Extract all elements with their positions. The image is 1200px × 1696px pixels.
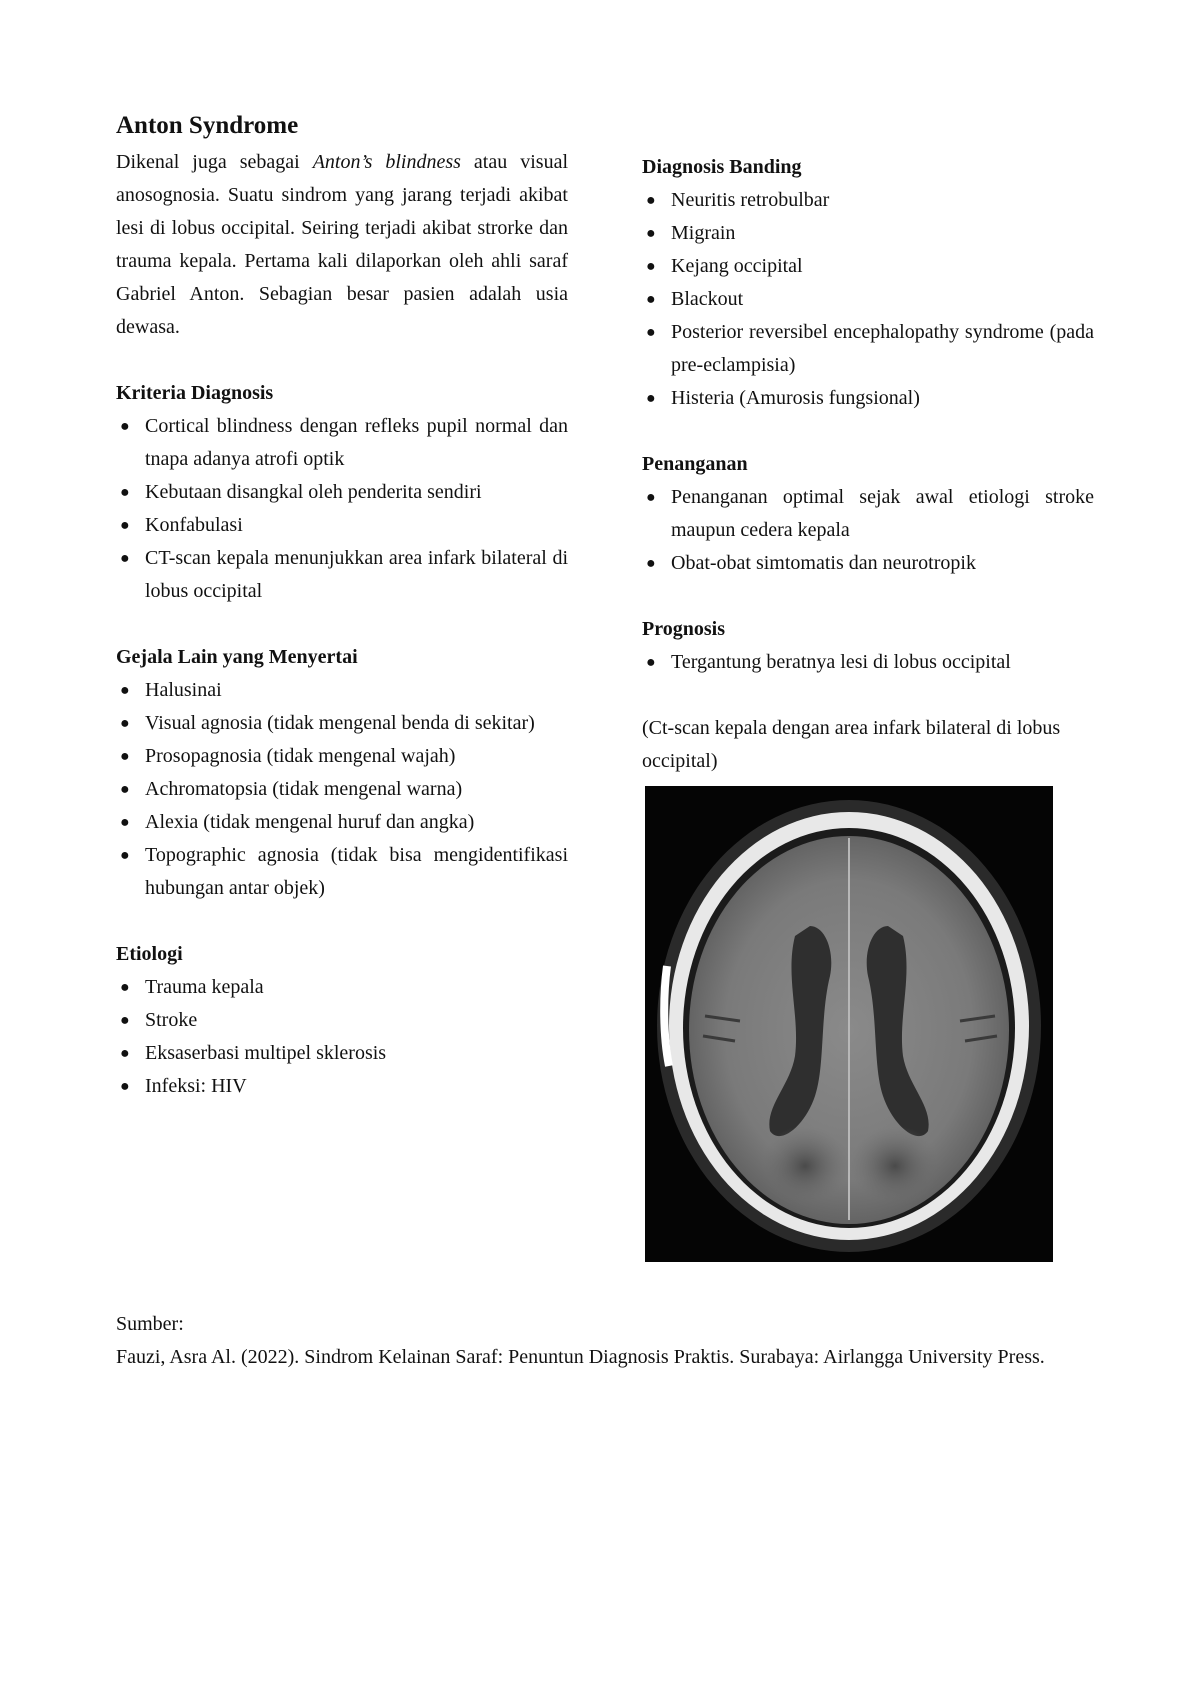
bullet-icon: ● <box>120 1012 130 1029</box>
list-item: ● Tergantung beratnya lesi di lobus occipital <box>642 646 1094 679</box>
list-item: ● Kebutaan disangkal oleh penderita sendiri <box>116 476 568 509</box>
intro-text-end: atau visual anosognosia. Suatu sindrom yang jarang terjadi akibat lesi di lobus occipital. Seiring terjadi akibat strorke dan trauma kepala. Pertama kali dilaporkan oleh ahli saraf Gabriel Anton. Sebagian besar pasien adalah usia dewasa. <box>116 151 569 338</box>
source-reference: Fauzi, Asra Al. (2022). Sindrom Kelainan Saraf: Penuntun Diagnosis Praktis. Surabaya: Airlangga University Press. <box>116 1346 1045 1368</box>
bullet-icon: ● <box>646 324 656 341</box>
ct-scan-illustration <box>645 786 1053 1262</box>
bullet-icon: ● <box>120 715 130 732</box>
list-item: ● Prosopagnosia (tidak mengenal wajah) <box>116 740 568 773</box>
prognosis-list <box>642 646 1094 679</box>
list-item: ● Visual agnosia (tidak mengenal benda di sekitar) <box>116 707 568 740</box>
bullet-icon: ● <box>120 979 130 996</box>
bullet-icon: ● <box>646 291 656 308</box>
list-item: ● Konfabulasi <box>116 509 568 542</box>
figure-caption: (Ct-scan kepala dengan area infark bilateral di lobus occipital) <box>642 717 1061 772</box>
penanganan-list <box>642 481 1094 580</box>
bullet-icon: ● <box>646 555 656 572</box>
prognosis-heading: Prognosis <box>642 618 725 640</box>
ct-scan-image <box>645 786 1053 1262</box>
list-item: ● Posterior reversibel encephalopathy syndrome (pada pre-eclampisia) <box>642 316 1094 382</box>
right-column <box>642 151 1094 1262</box>
bullet-icon: ● <box>646 225 656 242</box>
bullet-icon: ● <box>646 390 656 407</box>
list-item: ● Cortical blindness dengan refleks pupil normal dan tnapa adanya atrofi optik <box>116 410 568 476</box>
list-item: ● Penanganan optimal sejak awal etiologi stroke maupun cedera kepala <box>642 481 1094 547</box>
etiologi-list <box>116 971 568 1103</box>
list-item: ● Halusinai <box>116 674 568 707</box>
source-section <box>116 1308 1094 1374</box>
bullet-icon: ● <box>120 550 130 567</box>
list-item: ● Neuritis retrobulbar <box>642 184 1094 217</box>
bullet-icon: ● <box>120 517 130 534</box>
gejala-list <box>116 674 568 905</box>
list-item: ● Eksaserbasi multipel sklerosis <box>116 1037 568 1070</box>
banding-list <box>642 184 1094 415</box>
bullet-icon: ● <box>120 814 130 831</box>
bullet-icon: ● <box>120 418 130 435</box>
source-label: Sumber: <box>116 1313 184 1335</box>
bullet-icon: ● <box>646 192 656 209</box>
bullet-icon: ● <box>120 781 130 798</box>
list-item: ● Alexia (tidak mengenal huruf dan angka) <box>116 806 568 839</box>
list-item: ● Histeria (Amurosis fungsional) <box>642 382 1094 415</box>
list-item: ● Infeksi: HIV <box>116 1070 568 1103</box>
intro-text-start: Dikenal juga sebagai <box>116 151 313 173</box>
bullet-icon: ● <box>646 258 656 275</box>
list-item: ● Blackout <box>642 283 1094 316</box>
banding-heading: Diagnosis Banding <box>642 156 802 178</box>
list-item: ● CT-scan kepala menunjukkan area infark bilateral di lobus occipital <box>116 542 568 608</box>
bullet-icon: ● <box>120 1078 130 1095</box>
bullet-icon: ● <box>120 682 130 699</box>
intro-emphasis: Anton’s blindness <box>312 151 461 173</box>
bullet-icon: ● <box>120 847 130 864</box>
penanganan-heading: Penanganan <box>642 453 748 475</box>
etiologi-heading: Etiologi <box>116 943 183 965</box>
bullet-icon: ● <box>646 654 656 671</box>
intro-paragraph <box>116 146 568 344</box>
list-item: ● Achromatopsia (tidak mengenal warna) <box>116 773 568 806</box>
list-item: ● Stroke <box>116 1004 568 1037</box>
list-item: ● Obat-obat simtomatis dan neurotropik <box>642 547 1094 580</box>
kriteria-heading: Kriteria Diagnosis <box>116 382 274 404</box>
list-item: ● Trauma kepala <box>116 971 568 1004</box>
bullet-icon: ● <box>120 1045 130 1062</box>
list-item: ● Topographic agnosia (tidak bisa mengidentifikasi hubungan antar objek) <box>116 839 568 905</box>
bullet-icon: ● <box>120 748 130 765</box>
bullet-icon: ● <box>120 484 130 501</box>
gejala-heading: Gejala Lain yang Menyertai <box>116 646 358 668</box>
left-column <box>116 110 568 1103</box>
kriteria-list <box>116 410 568 608</box>
list-item: ● Kejang occipital <box>642 250 1094 283</box>
list-item: ● Migrain <box>642 217 1094 250</box>
bullet-icon: ● <box>646 489 656 506</box>
page-title: Anton Syndrome <box>116 112 299 139</box>
